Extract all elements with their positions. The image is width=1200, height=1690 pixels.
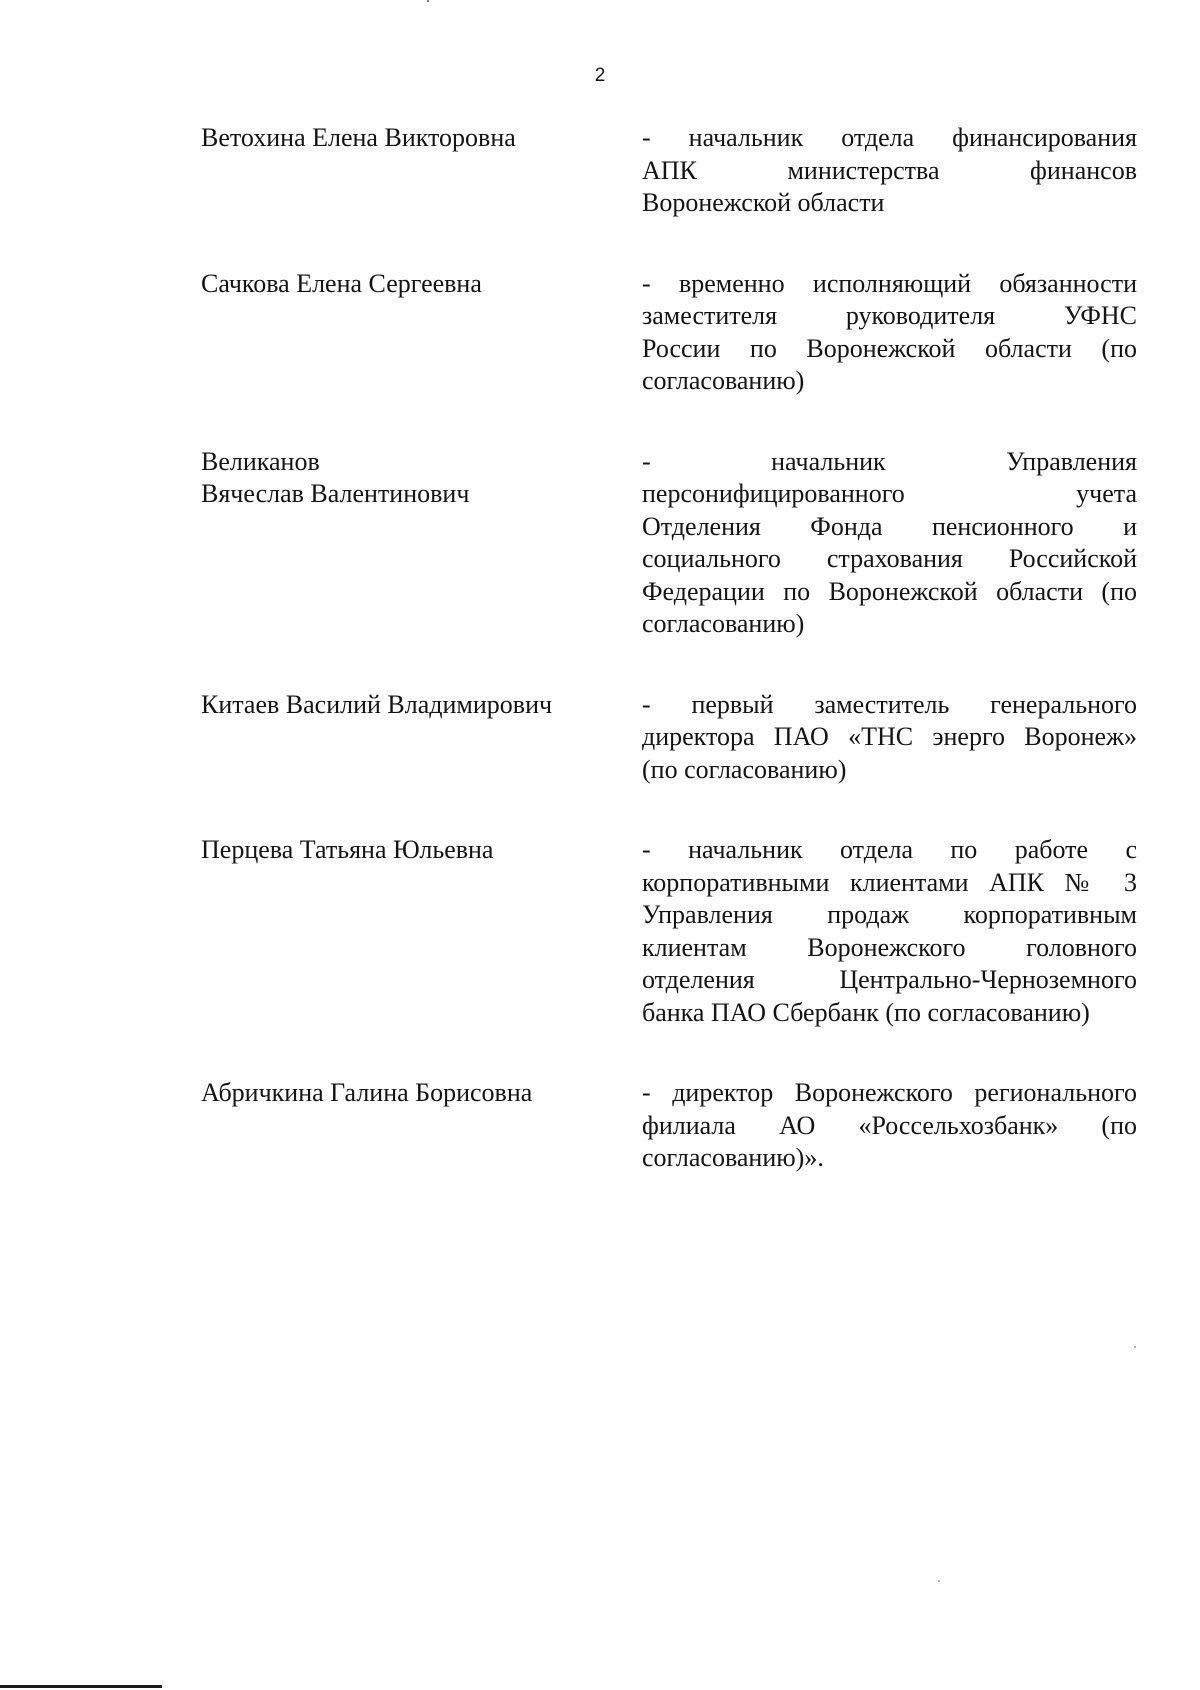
- position-line: - временно исполняющий обязанности: [642, 268, 1137, 298]
- position-line: корпоративными клиентами АПК № 3: [642, 867, 1137, 897]
- position-line: директора ПАО «ТНС энерго Воронеж»: [642, 722, 1137, 751]
- position-line: - начальник отдела по работе с: [642, 835, 1137, 864]
- position-line: банка ПАО Сбербанк (по согласованию): [642, 997, 1090, 1027]
- roster-entry: [201, 834, 1137, 1029]
- position-line: - директор Воронежского регионального: [642, 1078, 1137, 1107]
- person-position: [642, 446, 1137, 641]
- roster-entry: [201, 122, 1137, 220]
- position-line: заместителя руководителя УФНС: [642, 301, 1137, 330]
- position-line: - начальник отдела финансирования: [642, 123, 1137, 152]
- scan-speck: [938, 1580, 940, 1582]
- position-line: - первый заместитель генерального: [642, 689, 1137, 719]
- page-number: 2: [594, 65, 606, 86]
- position-line: клиентам Воронежского головного: [642, 932, 1137, 962]
- roster-entry: [201, 689, 1137, 787]
- position-line: Управления продаж корпоративным: [642, 900, 1137, 929]
- position-line: филиала АО «Россельхозбанк» (по: [642, 1110, 1137, 1140]
- person-name: Великанов Вячеслав Валентинович: [201, 446, 470, 508]
- person-position: [642, 268, 1137, 398]
- position-line: согласованию): [642, 609, 805, 638]
- position-line: Воронежской области: [642, 188, 885, 217]
- position-line: социального страхования Российской: [642, 544, 1137, 573]
- position-line: - начальник Управления: [642, 446, 1137, 476]
- position-line: отделения Центрально-Черноземного: [642, 965, 1137, 994]
- position-line: АПК министерства финансов: [642, 155, 1137, 185]
- person-name: Сачкова Елена Сергеевна: [201, 268, 482, 298]
- person-name: Перцева Татьяна Юльевна: [201, 835, 494, 864]
- person-name: Китаев Василий Владимирович: [201, 689, 553, 719]
- position-line: Федерации по Воронежской области (по: [642, 576, 1137, 606]
- person-position: [642, 834, 1137, 1029]
- person-position: [642, 1077, 1137, 1175]
- committee-roster: [201, 122, 1137, 1223]
- footer-rule: [0, 1685, 162, 1688]
- person-position: [642, 689, 1137, 787]
- person-name: Ветохина Елена Викторовна: [201, 123, 516, 152]
- position-line: России по Воронежской области (по: [642, 333, 1137, 363]
- position-line: согласованию)».: [642, 1143, 824, 1172]
- roster-entry: [201, 268, 1137, 398]
- roster-entry: [201, 1077, 1137, 1175]
- position-line: персонифицированного учета: [642, 479, 1137, 508]
- position-line: Отделения Фонда пенсионного и: [642, 511, 1137, 541]
- position-line: (по согласованию): [642, 754, 847, 784]
- position-line: согласованию): [642, 366, 805, 395]
- scan-speck: [427, 0, 429, 2]
- scan-speck: [1134, 1346, 1136, 1348]
- person-position: [642, 122, 1137, 220]
- roster-entry: [201, 446, 1137, 641]
- person-name: Абричкина Галина Борисовна: [201, 1078, 533, 1107]
